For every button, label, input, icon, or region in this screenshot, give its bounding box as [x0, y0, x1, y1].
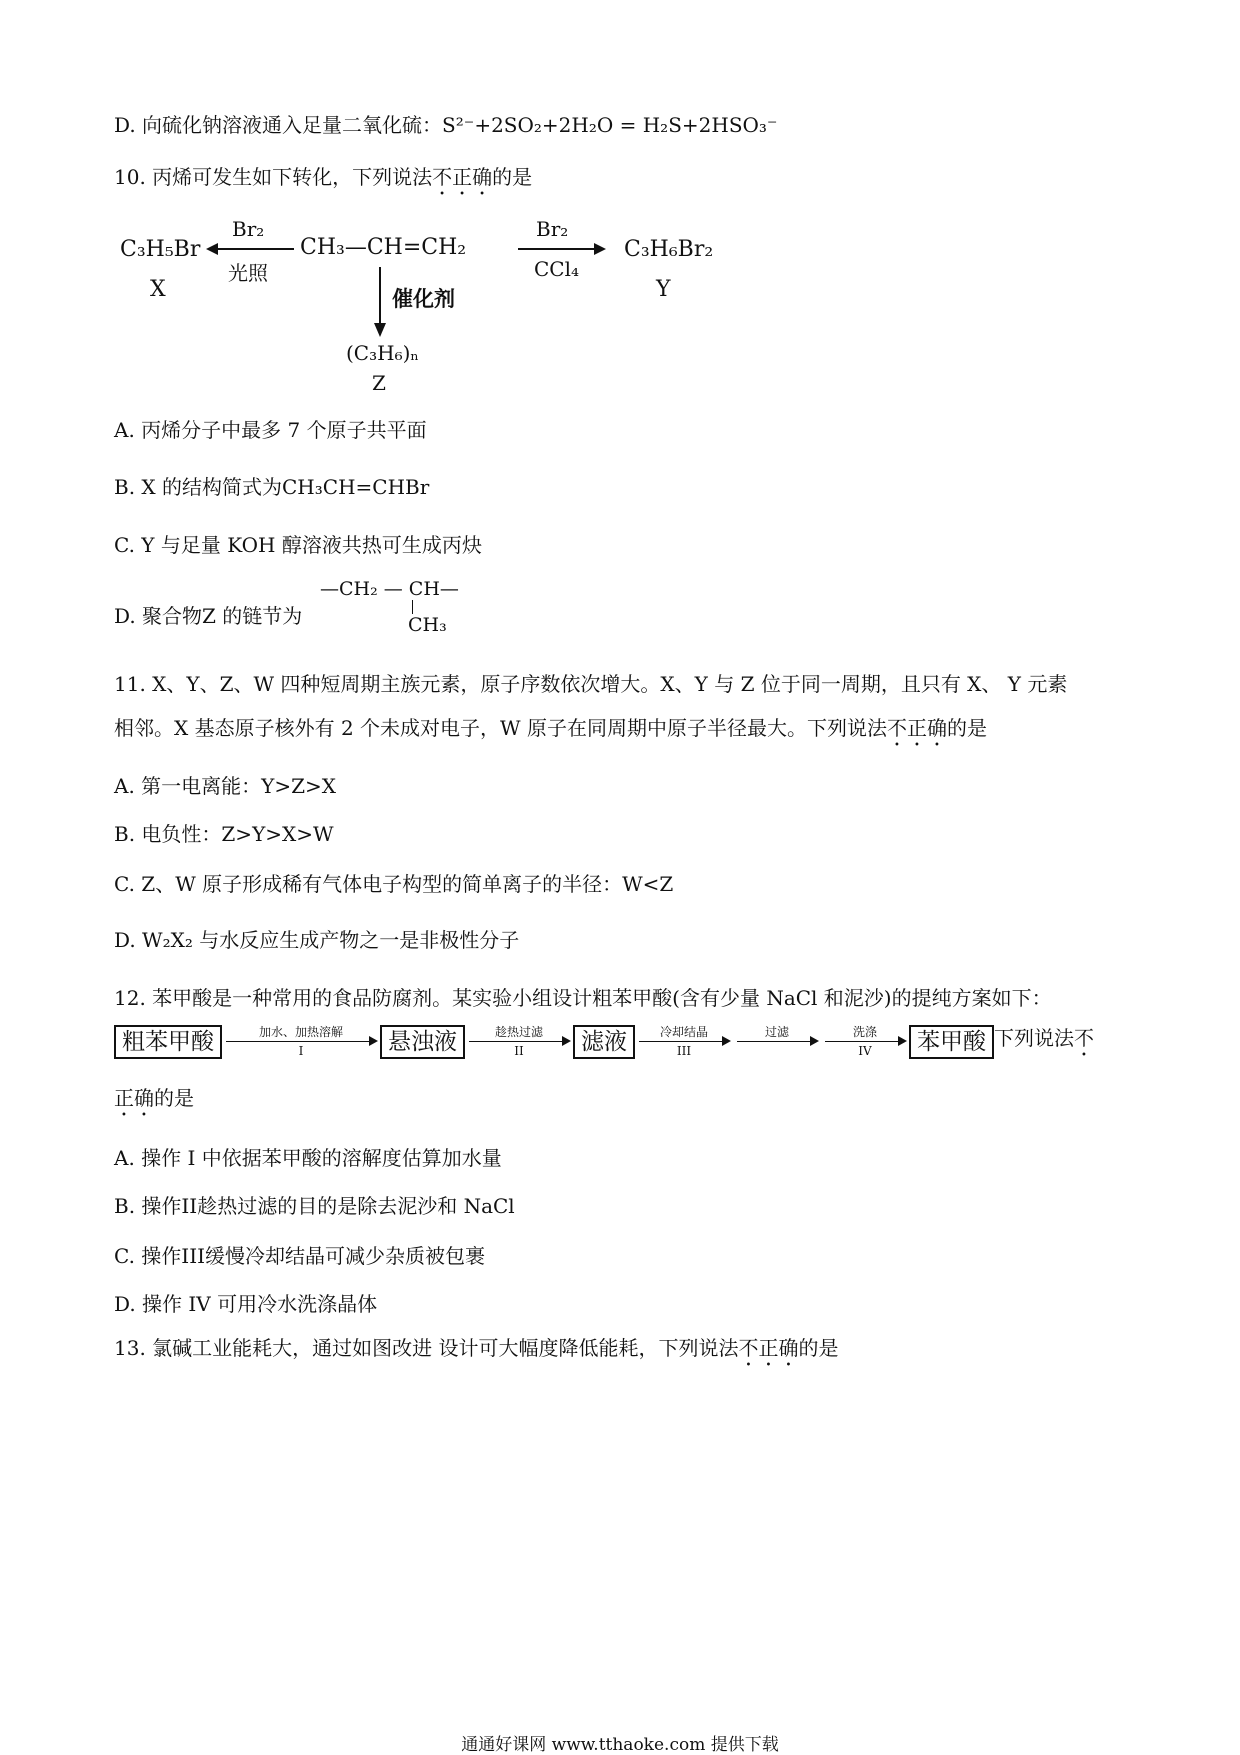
solvent-right: CCl₄ — [534, 257, 580, 281]
q13-stem — [114, 1335, 839, 1371]
q11-stem-line2 — [114, 715, 987, 751]
propene-formula: CH₃—CH=CH₂ — [300, 235, 467, 260]
catalyst-label: 催化剂 — [392, 286, 455, 311]
label-z: Z — [372, 371, 386, 395]
product-x: C₃H₅Br — [120, 237, 201, 262]
q12-option-c: C. 操作III缓慢冷却结晶可减少杂质被包裹 — [114, 1244, 486, 1268]
flow-arrow-3 — [639, 1025, 729, 1058]
reaction-scheme — [110, 205, 750, 405]
q11-option-c: C. Z、W 原子形成稀有气体电子构型的简单离子的半径：W<Z — [114, 872, 674, 896]
flow-arrow-5 — [825, 1025, 905, 1058]
footer-source: 通通好课网 www.tthaoke.com 提供下载 — [461, 1735, 779, 1755]
arrow-label: 趁热过滤 — [494, 1025, 543, 1039]
stem-text: 相邻。X 基态原子核外有 2 个未成对电子，W 原子在同周期中原子半径最大。下列说法 — [114, 716, 887, 740]
option-text: D. 向硫化钠溶液通入足量二氧化硫： — [114, 113, 443, 137]
arrow-step-blank — [775, 1044, 779, 1058]
arrow-label: 洗涤 — [852, 1025, 877, 1039]
arrow-step: I — [298, 1044, 304, 1058]
emphasis-text: 不 — [1074, 1026, 1094, 1050]
flow-box-suspension: 悬浊液 — [380, 1025, 465, 1059]
product-z: (C₃H₆)ₙ — [346, 341, 420, 365]
q12-option-d: D. 操作 IV 可用冷水洗涤晶体 — [114, 1292, 378, 1316]
emphasis-text: 正确 — [114, 1086, 154, 1110]
stem-text-end: 的是 — [492, 165, 533, 189]
q12-option-a: A. 操作 I 中依据苯甲酸的溶解度估算加水量 — [114, 1146, 502, 1170]
q10-option-b: B. X 的结构简式为CH₃CH=CHBr — [114, 475, 430, 499]
option-text: D. 聚合物Z 的链节为 — [114, 604, 303, 628]
arrow-label: 过滤 — [764, 1025, 789, 1039]
flow-box-filtrate: 滤液 — [573, 1025, 635, 1059]
arrow-label: 冷却结晶 — [659, 1025, 708, 1039]
emphasis-text: 不正确 — [738, 1336, 799, 1360]
stem-continuation — [994, 1022, 1094, 1061]
arrow-step: II — [514, 1044, 524, 1058]
arrow-line — [737, 1041, 817, 1042]
arrow-line — [825, 1041, 905, 1042]
stem-text-end: 的是 — [946, 716, 987, 740]
q10-option-a: A. 丙烯分子中最多 7 个原子共平面 — [114, 418, 427, 442]
stem-text-end: 的是 — [798, 1336, 839, 1360]
q12-option-b: B. 操作II趁热过滤的目的是除去泥沙和 NaCl — [114, 1194, 515, 1218]
reagent-left-top: Br₂ — [232, 217, 265, 241]
q11-stem-line1: 11. X、Y、Z、W 四种短周期主族元素，原子序数依次增大。X、Y 与 Z 位于同一周期，且只有 X、 Y 元素 — [114, 672, 1068, 696]
reagent-right-top: Br₂ — [536, 217, 569, 241]
arrow-step: IV — [858, 1044, 872, 1058]
arrow-step: III — [676, 1044, 692, 1058]
emphasis-text: 不正确 — [886, 716, 947, 740]
q10-option-d — [114, 603, 302, 629]
repeat-unit-structure — [320, 578, 459, 636]
repeat-unit-methyl: CH₃ — [408, 614, 447, 636]
q11-option-a: A. 第一电离能：Y>Z>X — [114, 774, 337, 798]
label-y: Y — [656, 277, 671, 302]
label-x: X — [150, 277, 166, 302]
bond-line — [412, 600, 413, 614]
q10-stem — [114, 164, 532, 200]
flow-arrow-4 — [737, 1025, 817, 1058]
q12-stem-line1: 12. 苯甲酸是一种常用的食品防腐剂。某实验小组设计粗苯甲酸(含有少量 NaCl 和泥沙)的提纯方案如下： — [114, 986, 1052, 1010]
stem-text-end: 的是 — [154, 1086, 194, 1110]
product-y: C₃H₆Br₂ — [624, 237, 714, 262]
condition-left: 光照 — [228, 261, 268, 285]
arrow-line — [469, 1041, 569, 1042]
q9-option-d — [114, 112, 778, 138]
flow-arrow-2 — [469, 1025, 569, 1058]
stem-text: 13. 氯碱工业能耗大，通过如图改进 设计可大幅度降低能耗，下列说法 — [114, 1336, 739, 1360]
flow-box-crude: 粗苯甲酸 — [114, 1025, 222, 1059]
q10-option-c: C. Y 与足量 KOH 醇溶液共热可生成丙炔 — [114, 533, 482, 557]
equation: S²⁻+2SO₂+2H₂O = H₂S+2HSO₃⁻ — [442, 113, 778, 137]
q11-option-b: B. 电负性：Z>Y>X>W — [114, 822, 334, 846]
arrow-line — [639, 1041, 729, 1042]
flow-arrow-1 — [226, 1025, 376, 1058]
q11-option-d: D. W₂X₂ 与水反应生成产物之一是非极性分子 — [114, 928, 520, 952]
emphasis-text: 不正确 — [432, 165, 493, 189]
arrow-right — [516, 241, 606, 257]
arrow-down — [372, 267, 388, 337]
flow-box-product: 苯甲酸 — [909, 1025, 994, 1059]
stem-text: 10. 丙烯可发生如下转化，下列说法 — [114, 165, 433, 189]
q12-stem-line2 — [114, 1085, 194, 1121]
repeat-unit-main: —CH₂ — CH— — [320, 578, 459, 600]
purification-flow — [114, 1022, 1094, 1061]
stem-text: 下列说法 — [994, 1026, 1074, 1050]
arrow-line — [226, 1041, 376, 1042]
arrow-left — [206, 241, 296, 257]
arrow-label: 加水、加热溶解 — [258, 1025, 343, 1039]
